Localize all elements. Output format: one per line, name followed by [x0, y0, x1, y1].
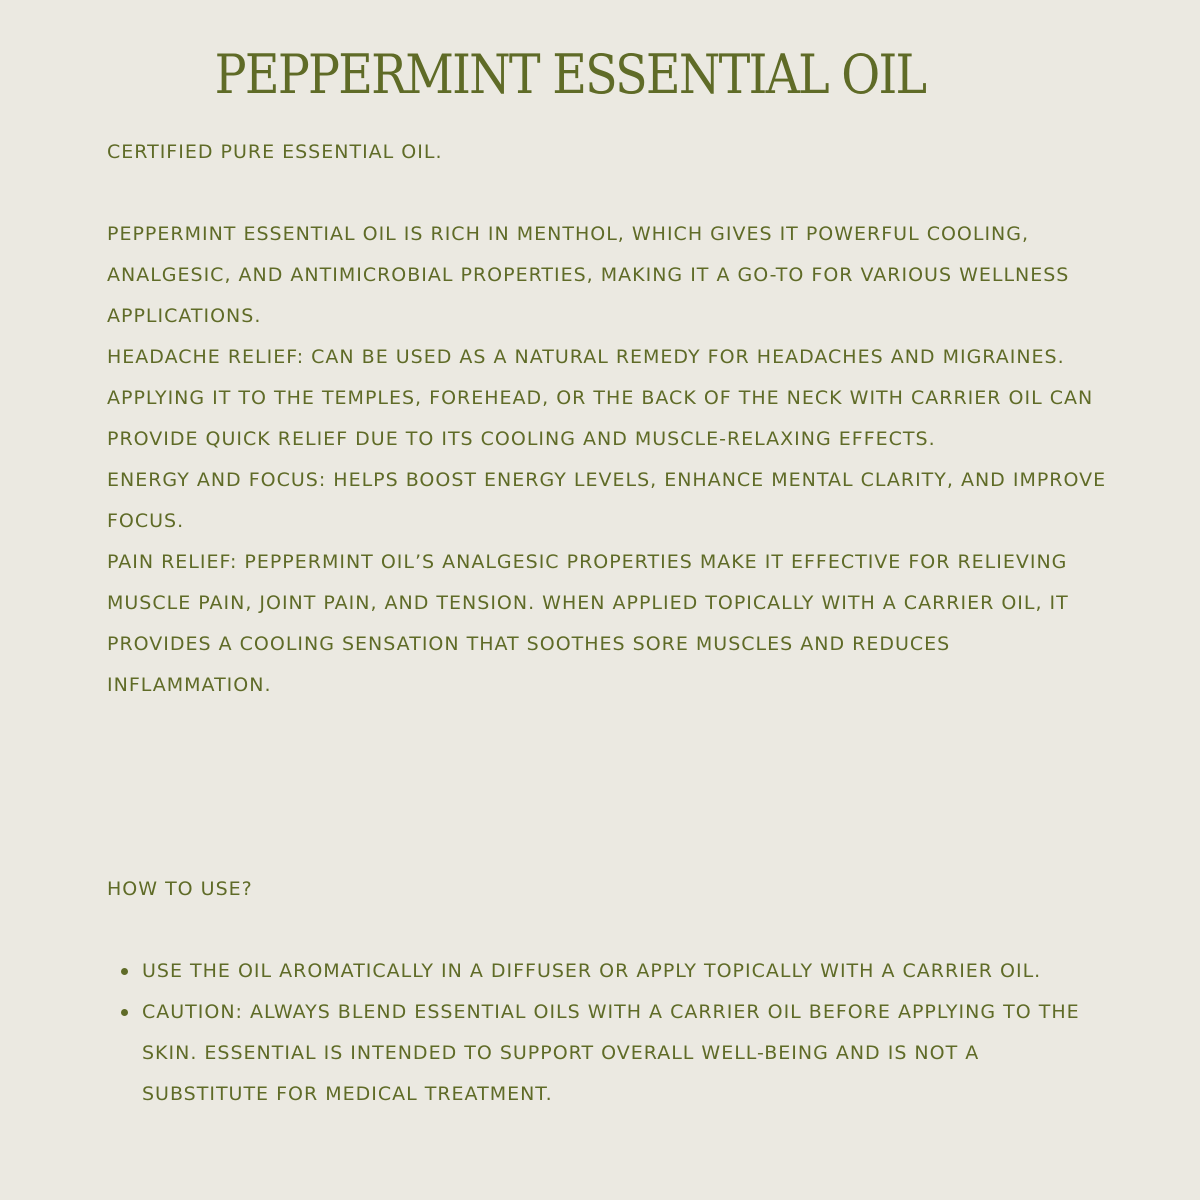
page-title: PEPPERMINT ESSENTIAL OIL — [214, 43, 926, 106]
energy-focus-paragraph: ENERGY AND FOCUS: HELPS BOOST ENERGY LEVELS, ENHANCE MENTAL CLARITY, AND IMPROVE FOCUS. — [107, 469, 1107, 532]
intro-section — [107, 132, 1107, 706]
bullet-icon — [121, 1009, 128, 1016]
how-to-use-section — [107, 869, 1107, 910]
pain-relief-paragraph: PAIN RELIEF: PEPPERMINT OIL’S ANALGESIC PROPERTIES MAKE IT EFFECTIVE FOR RELIEVING MUSCLE PAIN, JOINT PAIN, AND TENSION. WHEN APPLIED TOPICALLY WITH A CARRIER OIL, IT PROVIDES A COOLING SENSATION THAT SOOTHES SORE MUSCLES AND REDUCES INFLAMMATION. — [107, 551, 1069, 696]
bullet-icon — [121, 968, 128, 975]
usage-list — [107, 951, 1107, 1115]
list-item — [107, 992, 1107, 1115]
paragraph-spacer — [107, 173, 1107, 214]
how-to-use-heading: HOW TO USE? — [107, 878, 253, 900]
usage-instruction: USE THE OIL AROMATICALLY IN A DIFFUSER OR APPLY TOPICALLY WITH A CARRIER OIL. — [142, 960, 1042, 982]
list-item — [107, 951, 1107, 992]
certified-statement: CERTIFIED PURE ESSENTIAL OIL. — [107, 141, 443, 163]
headache-relief-paragraph: HEADACHE RELIEF: CAN BE USED AS A NATURAL REMEDY FOR HEADACHES AND MIGRAINES. APPLYING IT TO THE TEMPLES, FOREHEAD, OR THE BACK OF THE NECK WITH CARRIER OIL CAN PROVIDE QUICK RELIEF DUE TO ITS COOLING AND MUSCLE-RELAXING EFFECTS. — [107, 346, 1094, 450]
product-description: PEPPERMINT ESSENTIAL OIL IS RICH IN MENTHOL, WHICH GIVES IT POWERFUL COOLING, ANALGESIC, AND ANTIMICROBIAL PROPERTIES, MAKING IT A GO-TO FOR VARIOUS WELLNESS APPLICATIONS. — [107, 223, 1070, 327]
caution-text: CAUTION: ALWAYS BLEND ESSENTIAL OILS WITH A CARRIER OIL BEFORE APPLYING TO THE SKIN. ESSENTIAL IS INTENDED TO SUPPORT OVERALL WELL-BEING AND IS NOT A SUBSTITUTE FOR MEDICAL TREATMENT. — [142, 1001, 1080, 1105]
